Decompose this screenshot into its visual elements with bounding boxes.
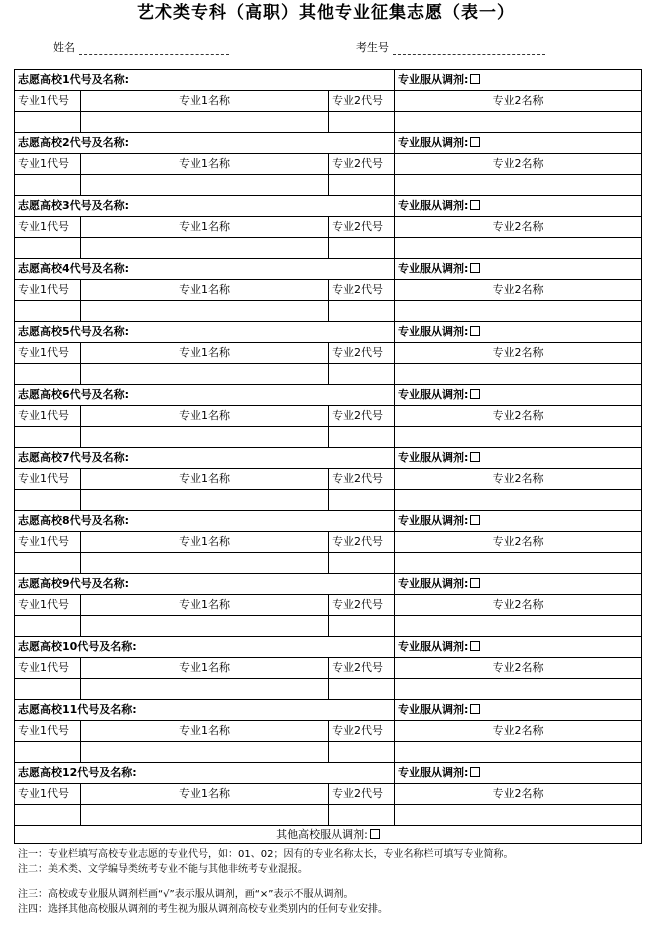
school-label-cell[interactable]: 志愿高校4代号及名称: <box>15 259 395 280</box>
major1-name-input[interactable] <box>81 175 329 196</box>
name-input-line[interactable] <box>79 40 229 55</box>
major2-name-input[interactable] <box>395 490 642 511</box>
major-header-row <box>15 532 642 553</box>
major1-code-input[interactable] <box>15 238 81 259</box>
major1-code-input[interactable] <box>15 553 81 574</box>
major2-code-input[interactable] <box>329 175 395 196</box>
exam-no-label: 考生号 <box>356 41 389 54</box>
major-header-row <box>15 469 642 490</box>
major2-name-input[interactable] <box>395 553 642 574</box>
major-header-row <box>15 154 642 175</box>
major-entry-row <box>15 301 642 322</box>
major1-name-header: 专业1名称 <box>81 280 329 301</box>
major-header-row <box>15 658 642 679</box>
school-row <box>15 385 642 406</box>
major2-code-input[interactable] <box>329 112 395 133</box>
school-adjust-cell[interactable]: 专业服从调剂: <box>395 763 642 784</box>
note-2: 注二：美术类、文学编导类统考专业不能与其他非统考专业混报。 <box>18 864 308 875</box>
major2-code-input[interactable] <box>329 490 395 511</box>
major1-name-header: 专业1名称 <box>81 784 329 805</box>
major2-name-input[interactable] <box>395 616 642 637</box>
school-row <box>15 511 642 532</box>
school-row <box>15 763 642 784</box>
school-adjust-cell[interactable]: 专业服从调剂: <box>395 385 642 406</box>
major1-code-header: 专业1代号 <box>15 280 81 301</box>
major1-code-header: 专业1代号 <box>15 721 81 742</box>
major1-code-input[interactable] <box>15 301 81 322</box>
major-entry-row <box>15 679 642 700</box>
major-entry-row <box>15 364 642 385</box>
major1-code-input[interactable] <box>15 679 81 700</box>
exam-no-field-group <box>356 39 545 55</box>
name-field-group <box>53 39 229 55</box>
major1-code-header: 专业1代号 <box>15 469 81 490</box>
major1-name-input[interactable] <box>81 553 329 574</box>
school-label-cell[interactable]: 志愿高校6代号及名称: <box>15 385 395 406</box>
major1-name-input[interactable] <box>81 238 329 259</box>
major2-name-input[interactable] <box>395 238 642 259</box>
major2-name-input[interactable] <box>395 364 642 385</box>
major1-name-header: 专业1名称 <box>81 343 329 364</box>
school-row <box>15 448 642 469</box>
other-adjust-checkbox[interactable] <box>370 829 380 839</box>
school-adjust-cell[interactable]: 专业服从调剂: <box>395 511 642 532</box>
major2-code-header: 专业2代号 <box>329 154 395 175</box>
school-label-cell[interactable]: 志愿高校2代号及名称: <box>15 133 395 154</box>
major2-name-input[interactable] <box>395 805 642 826</box>
major-entry-row <box>15 805 642 826</box>
major-entry-row <box>15 427 642 448</box>
major2-name-header: 专业2名称 <box>395 217 642 238</box>
school-row <box>15 700 642 721</box>
major1-code-header: 专业1代号 <box>15 217 81 238</box>
school-adjust-cell[interactable]: 专业服从调剂: <box>395 700 642 721</box>
other-school-adjust-cell[interactable]: 其他高校服从调剂: <box>15 826 642 844</box>
major2-code-input[interactable] <box>329 553 395 574</box>
major2-name-input[interactable] <box>395 112 642 133</box>
major1-code-input[interactable] <box>15 427 81 448</box>
adjust-checkbox[interactable] <box>470 767 480 777</box>
major2-name-header: 专业2名称 <box>395 154 642 175</box>
page-title: 艺术类专科（高职）其他专业征集志愿（表一） <box>137 3 515 23</box>
school-label-cell[interactable]: 志愿高校11代号及名称: <box>15 700 395 721</box>
major1-code-header: 专业1代号 <box>15 154 81 175</box>
application-form-table <box>14 69 642 844</box>
major1-name-input[interactable] <box>81 805 329 826</box>
major1-name-header: 专业1名称 <box>81 532 329 553</box>
major1-name-input[interactable] <box>81 490 329 511</box>
major1-name-input[interactable] <box>81 616 329 637</box>
name-label: 姓名 <box>53 41 75 54</box>
school-adjust-cell[interactable]: 专业服从调剂: <box>395 133 642 154</box>
major1-code-input[interactable] <box>15 805 81 826</box>
major1-code-header: 专业1代号 <box>15 343 81 364</box>
major2-code-input[interactable] <box>329 364 395 385</box>
adjust-checkbox[interactable] <box>470 704 480 714</box>
school-row <box>15 70 642 91</box>
major2-name-input[interactable] <box>395 301 642 322</box>
major2-code-input[interactable] <box>329 238 395 259</box>
major-header-row <box>15 217 642 238</box>
major-entry-row <box>15 616 642 637</box>
major1-code-input[interactable] <box>15 742 81 763</box>
major1-code-header: 专业1代号 <box>15 595 81 616</box>
major2-name-input[interactable] <box>395 175 642 196</box>
adjust-checkbox[interactable] <box>470 641 480 651</box>
major-header-row <box>15 91 642 112</box>
school-adjust-cell[interactable]: 专业服从调剂: <box>395 196 642 217</box>
major1-code-header: 专业1代号 <box>15 658 81 679</box>
major2-code-header: 专业2代号 <box>329 91 395 112</box>
major2-code-header: 专业2代号 <box>329 280 395 301</box>
adjust-checkbox[interactable] <box>470 389 480 399</box>
school-row <box>15 133 642 154</box>
exam-no-input-line[interactable] <box>393 40 545 55</box>
major-entry-row <box>15 175 642 196</box>
major-entry-row <box>15 238 642 259</box>
major1-name-header: 专业1名称 <box>81 595 329 616</box>
major2-code-header: 专业2代号 <box>329 721 395 742</box>
major2-code-header: 专业2代号 <box>329 595 395 616</box>
major2-name-header: 专业2名称 <box>395 721 642 742</box>
major2-name-input[interactable] <box>395 742 642 763</box>
major2-name-header: 专业2名称 <box>395 91 642 112</box>
adjust-checkbox[interactable] <box>470 263 480 273</box>
school-adjust-cell[interactable]: 专业服从调剂: <box>395 259 642 280</box>
major1-name-input[interactable] <box>81 742 329 763</box>
major-header-row <box>15 406 642 427</box>
major-entry-row <box>15 490 642 511</box>
major1-name-input[interactable] <box>81 364 329 385</box>
school-adjust-cell[interactable]: 专业服从调剂: <box>395 448 642 469</box>
major2-name-input[interactable] <box>395 427 642 448</box>
major1-name-header: 专业1名称 <box>81 91 329 112</box>
major1-name-header: 专业1名称 <box>81 217 329 238</box>
major2-name-header: 专业2名称 <box>395 406 642 427</box>
adjust-checkbox[interactable] <box>470 200 480 210</box>
school-label-cell[interactable]: 志愿高校12代号及名称: <box>15 763 395 784</box>
major1-name-input[interactable] <box>81 301 329 322</box>
major2-name-header: 专业2名称 <box>395 658 642 679</box>
major1-code-header: 专业1代号 <box>15 784 81 805</box>
school-label-cell[interactable]: 志愿高校8代号及名称: <box>15 511 395 532</box>
major2-name-header: 专业2名称 <box>395 532 642 553</box>
adjust-checkbox[interactable] <box>470 452 480 462</box>
major2-code-input[interactable] <box>329 679 395 700</box>
school-row <box>15 259 642 280</box>
major2-name-header: 专业2名称 <box>395 595 642 616</box>
major1-name-input[interactable] <box>81 112 329 133</box>
major2-code-header: 专业2代号 <box>329 469 395 490</box>
major-header-row <box>15 343 642 364</box>
major2-code-input[interactable] <box>329 805 395 826</box>
major2-code-input[interactable] <box>329 427 395 448</box>
school-adjust-cell[interactable]: 专业服从调剂: <box>395 574 642 595</box>
major2-code-header: 专业2代号 <box>329 658 395 679</box>
major1-name-input[interactable] <box>81 427 329 448</box>
major1-name-header: 专业1名称 <box>81 406 329 427</box>
note-4: 注四：选择其他高校服从调剂的考生视为服从调剂高校专业类别内的任何专业安排。 <box>18 904 388 915</box>
major2-name-header: 专业2名称 <box>395 280 642 301</box>
major-entry-row <box>15 553 642 574</box>
major1-code-header: 专业1代号 <box>15 406 81 427</box>
adjust-checkbox[interactable] <box>470 137 480 147</box>
major1-name-header: 专业1名称 <box>81 721 329 742</box>
note-1: 注一：专业栏填写高校专业志愿的专业代号，如：01、02；因有的专业名称太长，专业名称栏可填写专业简称。 <box>18 849 514 860</box>
school-label-cell[interactable]: 志愿高校9代号及名称: <box>15 574 395 595</box>
major2-code-header: 专业2代号 <box>329 217 395 238</box>
major2-code-input[interactable] <box>329 616 395 637</box>
major-entry-row <box>15 742 642 763</box>
major1-name-header: 专业1名称 <box>81 469 329 490</box>
notes-section <box>18 847 513 917</box>
major1-name-header: 专业1名称 <box>81 658 329 679</box>
school-label-cell[interactable]: 志愿高校3代号及名称: <box>15 196 395 217</box>
major-header-row <box>15 784 642 805</box>
school-row <box>15 322 642 343</box>
major2-code-header: 专业2代号 <box>329 532 395 553</box>
major1-code-input[interactable] <box>15 364 81 385</box>
school-adjust-cell[interactable]: 专业服从调剂: <box>395 637 642 658</box>
major1-code-input[interactable] <box>15 616 81 637</box>
school-row <box>15 574 642 595</box>
major1-code-input[interactable] <box>15 490 81 511</box>
major1-code-header: 专业1代号 <box>15 91 81 112</box>
major2-code-header: 专业2代号 <box>329 784 395 805</box>
note-3: 注三：高校或专业服从调剂栏画“√”表示服从调剂，画“×”表示不服从调剂。 <box>18 889 354 900</box>
major2-name-header: 专业2名称 <box>395 469 642 490</box>
major1-code-input[interactable] <box>15 175 81 196</box>
major2-code-header: 专业2代号 <box>329 406 395 427</box>
major2-code-header: 专业2代号 <box>329 343 395 364</box>
school-label-cell[interactable]: 志愿高校5代号及名称: <box>15 322 395 343</box>
school-label-cell[interactable]: 志愿高校7代号及名称: <box>15 448 395 469</box>
adjust-checkbox[interactable] <box>470 515 480 525</box>
major1-code-header: 专业1代号 <box>15 532 81 553</box>
major2-code-input[interactable] <box>329 301 395 322</box>
major1-name-input[interactable] <box>81 679 329 700</box>
school-adjust-cell[interactable]: 专业服从调剂: <box>395 322 642 343</box>
school-label-cell[interactable]: 志愿高校1代号及名称: <box>15 70 395 91</box>
major2-name-input[interactable] <box>395 679 642 700</box>
major-entry-row <box>15 112 642 133</box>
major1-name-header: 专业1名称 <box>81 154 329 175</box>
adjust-checkbox[interactable] <box>470 74 480 84</box>
major2-code-input[interactable] <box>329 742 395 763</box>
adjust-checkbox[interactable] <box>470 326 480 336</box>
adjust-checkbox[interactable] <box>470 578 480 588</box>
major-header-row <box>15 721 642 742</box>
other-school-adjust-row <box>15 826 642 844</box>
school-row <box>15 637 642 658</box>
major2-name-header: 专业2名称 <box>395 784 642 805</box>
school-label-cell[interactable]: 志愿高校10代号及名称: <box>15 637 395 658</box>
major1-code-input[interactable] <box>15 112 81 133</box>
major2-name-header: 专业2名称 <box>395 343 642 364</box>
major-header-row <box>15 595 642 616</box>
school-row <box>15 196 642 217</box>
school-adjust-cell[interactable]: 专业服从调剂: <box>395 70 642 91</box>
major-header-row <box>15 280 642 301</box>
